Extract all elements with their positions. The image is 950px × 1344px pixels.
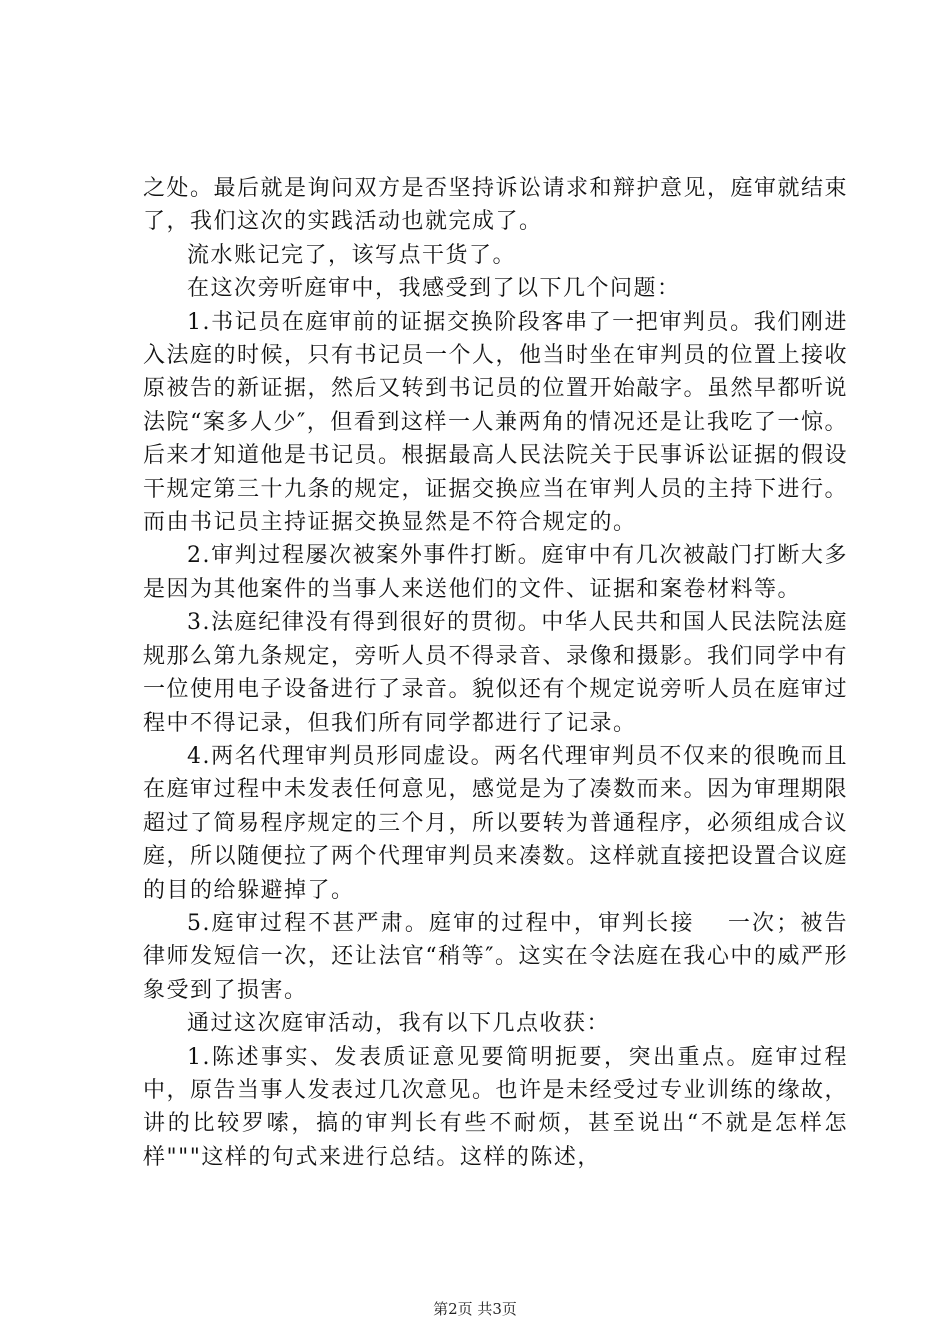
document-body xyxy=(143,172,848,1174)
paragraph: 在这次旁听庭审中，我感受到了以下几个问题： xyxy=(187,276,681,302)
paragraph: 3.法庭纪律没有得到很好的贯彻。中华人民共和国人民法院法庭规那么第九条规定，旁听人员不得录音、录像和摄影。我们同学中有一位使用电子设备进行了录音。貌似还有个规定说旁听人员在庭审过程中不得记录，但我们所有同学都进行了记录。 xyxy=(143,610,849,736)
paragraph: 5.庭审过程不甚严肃。庭审的过程中，审判长接 一次；被告律师发短信一次，还让法官“稍等″。这实在令法庭在我心中的威严形象受到了损害。 xyxy=(143,910,848,1003)
paragraph: 通过这次庭审活动，我有以下几点收获： xyxy=(187,1011,611,1037)
paragraph: 之处。最后就是询问双方是否坚持诉讼请求和辩护意见，庭审就结束了，我们这次的实践活动也就完成了。 xyxy=(143,176,849,235)
paragraph: 1.书记员在庭审前的证据交换阶段客串了一把审判员。我们刚进入法庭的时候，只有书记员一个人，他当时坐在审判员的位置上接收原被告的新证据，然后又转到书记员的位置开始敲字。虽然早都听说法院“案多人少″，但看到这样一人兼两角的情况还是让我吃了一惊。后来才知道他是书记员。根据最高人民法院关于民事诉讼证据的假设干规定第三十九条的规定，证据交换应当在审判人员的主持下进行。而由书记员主持证据交换显然是不符合规定的。 xyxy=(143,309,849,536)
paragraph: 流水账记完了，该写点干货了。 xyxy=(187,242,517,268)
paragraph: 1.陈述事实、发表质证意见要简明扼要，突出重点。庭审过程中，原告当事人发表过几次意见。也许是未经受过专业训练的缘故，讲的比较罗嗦，搞的审判长有些不耐烦，甚至说出“不就是怎样怎样"""这样的句式来进行总结。这样的陈述， xyxy=(143,1044,849,1170)
paragraph: 2.审判过程屡次被案外事件打断。庭审中有几次被敲门打断大多是因为其他案件的当事人来送他们的文件、证据和案卷材料等。 xyxy=(143,543,848,602)
paragraph: 4.两名代理审判员形同虚设。两名代理审判员不仅来的很晚而且在庭审过程中未发表任何意见，感觉是为了凑数而来。因为审理期限超过了简易程序规定的三个月，所以要转为普通程序，必须组成合议庭，所以随便拉了两个代理审判员来凑数。这样就直接把设置合议庭的目的给躲避掉了。 xyxy=(143,743,849,903)
page-number-footer: 第2页 共3页 xyxy=(433,1300,517,1318)
